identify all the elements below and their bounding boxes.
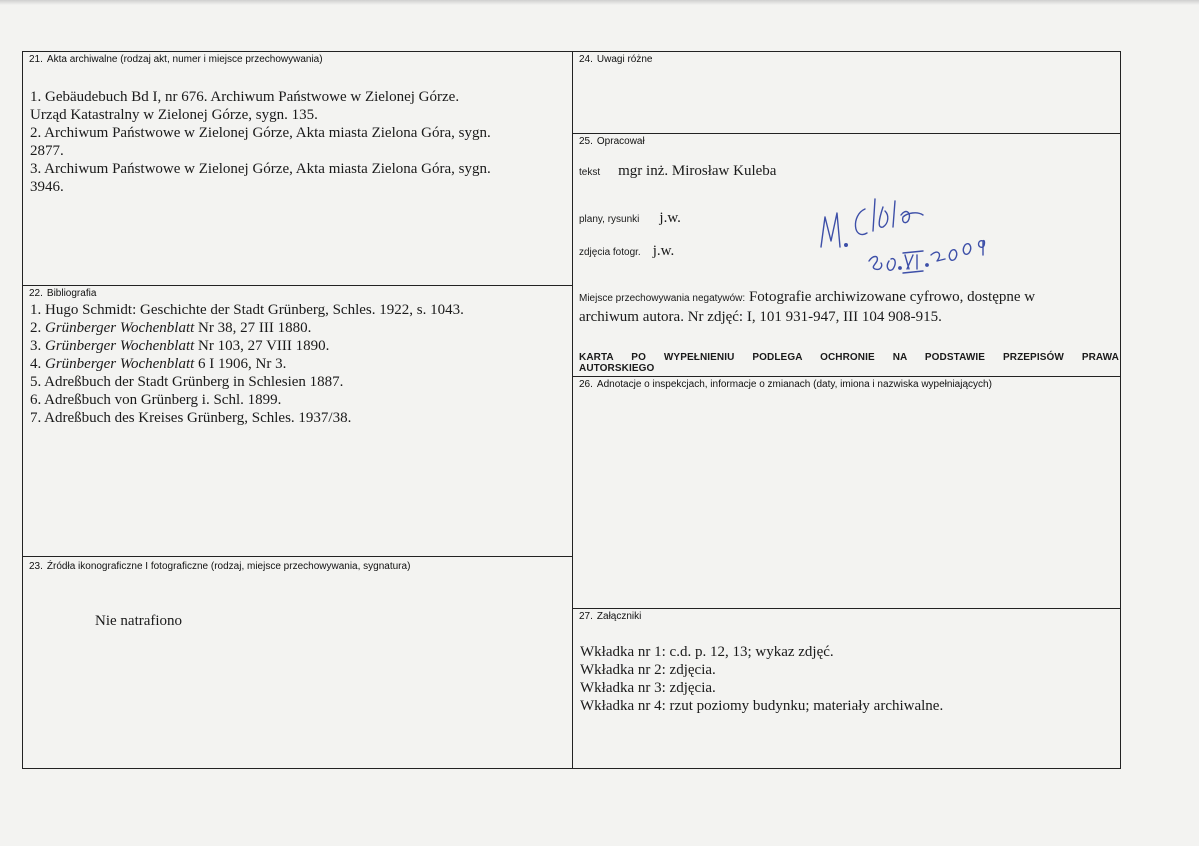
section-27-number: 27. [579,611,593,622]
attachment-item-4: Wkładka nr 4: rzut poziomy budynku; materiały archiwalne. [580,698,944,714]
attachment-item-1: Wkładka nr 1: c.d. p. 12, 13; wykaz zdjęć. [580,644,834,660]
left-column [23,52,573,768]
section-22-label [23,286,572,300]
negatives-storage [579,288,1119,326]
section-23-title: Źródła ikonograficzne I fotograficzne (rodzaj, miejsce przechowywania, sygnatura) [46,561,411,572]
bibliography-item [30,301,570,319]
text-field-label: tekst [579,167,601,178]
section-24-number: 24. [579,54,593,65]
bib-item-6-text: 6. Adreßbuch von Grünberg i. Schl. 1899. [30,392,282,408]
archival-line-1: 1. Gebäudebuch Bd I, nr 676. Archiwum Państwowe w Zielonej Górze. [30,89,460,105]
plans-row [579,209,681,227]
section-21-content [30,88,570,196]
text-field-value: mgr inż. Mirosław Kuleba [618,163,777,179]
archival-line-5: 3. Archiwum Państwowe w Zielonej Górze, Akta miasta Zielona Góra, sygn. [30,161,491,177]
bib-item-4-text: 4. [30,356,45,372]
bib-item-3-text: 3. [30,338,45,354]
bibliography-item [30,391,570,409]
section-22-title: Bibliografia [46,288,97,299]
section-21-title: Akta archiwalne (rodzaj akt, numer i miejsce przechowywania) [46,54,323,65]
copyright-notice-line-1: KARTA PO WYPEŁNIENIU PODLEGA OCHRONIE NA PODSTAWIE PRZEPISÓW PRAWA [579,352,1119,363]
archival-line-3: 2. Archiwum Państwowe w Zielonej Górze, Akta miasta Zielona Góra, sygn. [30,125,491,141]
photos-value: j.w. [652,243,675,259]
bibliography-item [30,409,570,427]
section-27-attachments [573,608,1120,768]
attachment-item-2: Wkładka nr 2: zdjęcia. [580,662,716,678]
bib-item-2-text: 2. [30,320,45,336]
section-25-label [573,134,1120,148]
bibliography-item [30,355,570,373]
plans-label: plany, rysunki [579,214,640,225]
attachment-item-3: Wkładka nr 3: zdjęcia. [580,680,716,696]
section-21-label [23,52,572,66]
bib-item-3-italic: Grünberger Wochenblatt [45,338,195,354]
scan-top-edge [0,0,1199,5]
section-25-prepared-by [573,133,1120,376]
section-25-number: 25. [579,136,593,147]
negatives-line-1 [579,288,1119,308]
section-22-bibliography [23,285,572,556]
bib-item-5-text: 5. Adreßbuch der Stadt Grünberg in Schlesien 1887. [30,374,344,390]
section-26-label [573,377,1120,391]
bib-item-4-italic: Grünberger Wochenblatt [45,356,195,372]
copyright-notice-line-2: AUTORSKIEGO [579,363,655,374]
archival-line-6: 3946. [30,179,64,195]
copyright-notice [579,352,1119,374]
section-23-number: 23. [29,561,43,572]
bibliography-list [30,301,570,427]
section-21-number: 21. [29,54,43,65]
section-27-title: Załączniki [596,611,642,622]
bib-item-1-text: 1. Hugo Schmidt: Geschichte der Stadt Grünberg, Schles. 1922, s. 1043. [30,302,464,318]
bib-item-4-rest: 6 I 1906, Nr 3. [194,356,287,372]
section-23-value: Nie natrafiono [95,613,183,629]
section-26-title: Adnotacje o inspekcjach, informacje o zmianach (daty, imiona i nazwiska wypełniających) [596,379,992,390]
negatives-value-1: Fotografie archiwizowane cyfrowo, dostępne w [748,289,1036,305]
section-26-inspection-annotations [573,376,1120,608]
handwritten-signature [813,189,993,274]
archival-line-4: 2877. [30,143,64,159]
section-24-label [573,52,1120,66]
right-column [573,52,1120,768]
photos-label: zdjęcia fotogr. [579,247,641,258]
bibliography-item [30,319,570,337]
negatives-label: Miejsce przechowywania negatywów: [579,293,746,304]
bib-item-3-rest: Nr 103, 27 VIII 1890. [194,338,330,354]
plans-value: j.w. [659,210,681,226]
bibliography-item [30,337,570,355]
bib-item-7-text: 7. Adreßbuch des Kreises Grünberg, Schles. 1937/38. [30,410,352,426]
section-21-archival-records [23,52,572,285]
bib-item-2-italic: Grünberger Wochenblatt [45,320,195,336]
author-text-row [579,162,776,180]
section-23-iconographic-sources [23,556,572,768]
section-24-remarks [573,52,1120,133]
attachments-list [580,643,1120,715]
section-23-label [23,557,572,573]
negatives-value-2: archiwum autora. Nr zdjęć: I, 101 931-947, III 104 908-915. [579,309,942,325]
archival-line-2: Urząd Katastralny w Zielonej Górze, sygn. 135. [30,107,318,123]
photos-row [579,242,674,260]
section-26-number: 26. [579,379,593,390]
section-27-label [573,609,1120,623]
section-25-title: Opracował [596,136,645,147]
bibliography-item [30,373,570,391]
record-card-form [22,51,1121,769]
section-22-number: 22. [29,288,43,299]
section-24-title: Uwagi różne [596,54,653,65]
bib-item-2-rest: Nr 38, 27 III 1880. [194,320,312,336]
